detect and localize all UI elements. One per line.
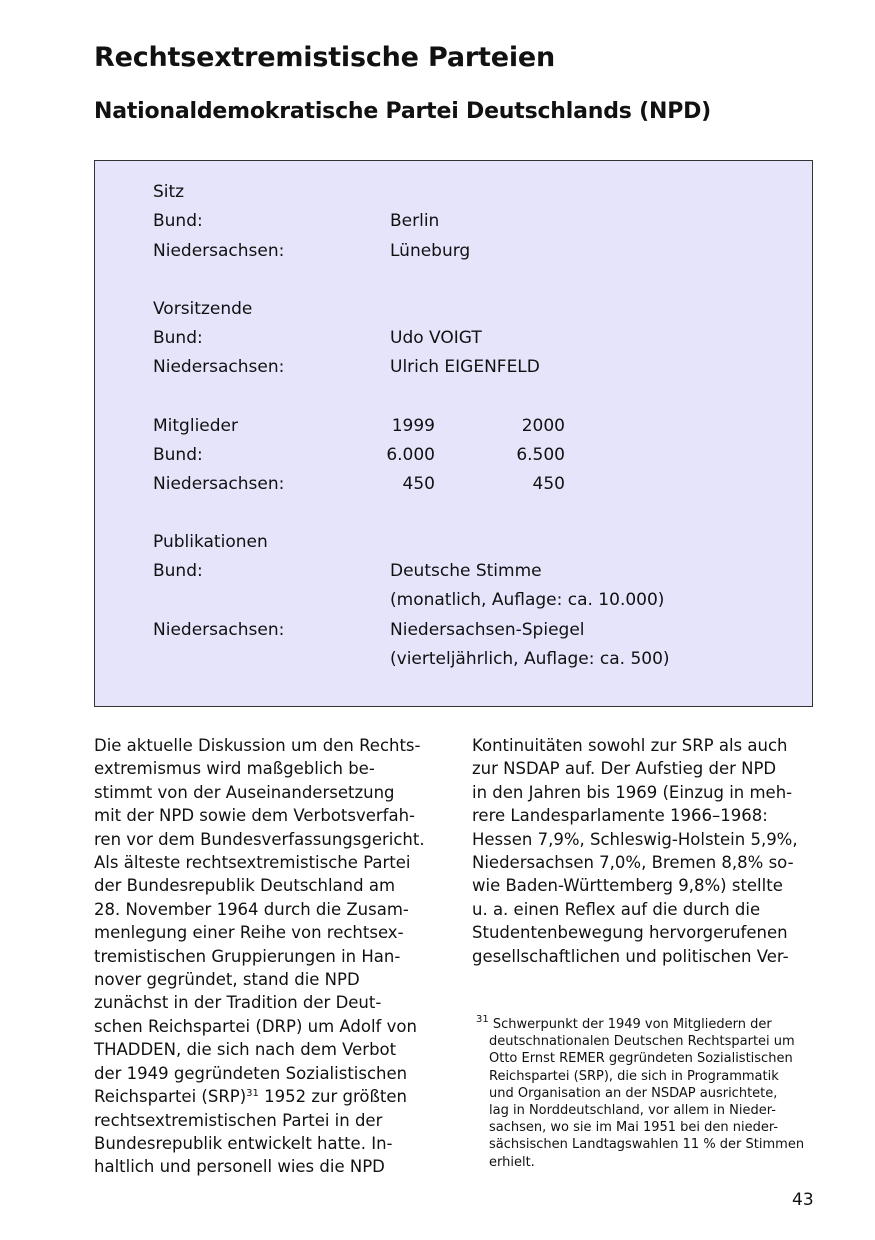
text-line: rere Landesparlamente 1966–1968: <box>472 806 768 826</box>
mitglieder-bund-label: Bund: <box>153 445 203 465</box>
text-line: mit der NPD sowie dem Verbotsverfah- <box>94 806 415 826</box>
section-title: Nationaldemokratische Partei Deutschlands (NPD) <box>94 99 712 124</box>
vorsitzende-nds-value: Ulrich EIGENFELD <box>390 357 540 377</box>
mitglieder-year-2000: 2000 <box>521 416 565 436</box>
sitz-label: Sitz <box>153 182 185 202</box>
mitglieder-year-1999: 1999 <box>391 416 435 436</box>
mitglieder-label: Mitglieder <box>153 416 238 436</box>
text-line: der Bundesrepublik Deutschland am <box>94 876 396 896</box>
text-line: gesellschaftlichen und politischen Ver- <box>472 946 789 966</box>
footnote-text: Schwerpunkt der 1949 von Mitgliedern der <box>488 1017 772 1032</box>
mitglieder-nds-label: Niedersachsen: <box>153 474 285 494</box>
text-line: u. a. einen Reflex auf die durch die <box>472 899 761 919</box>
footnote-line: sächsischen Landtagswahlen 11 % der Stimmen <box>489 1137 805 1153</box>
footnote-line: Reichspartei (SRP), die sich in Programmatik <box>489 1068 779 1084</box>
text-line: zunächst in der Tradition der Deut- <box>94 993 382 1013</box>
footnote-line: und Organisation an der NSDAP ausrichtete, <box>489 1085 778 1101</box>
footnote-line: erhielt. <box>489 1154 535 1170</box>
mitglieder-bund-1999: 6.000 <box>386 445 435 465</box>
text-line: 28. November 1964 durch die Zusam- <box>94 899 409 919</box>
text-line: Kontinuitäten sowohl zur SRP als auch <box>472 736 788 755</box>
publikationen-nds-detail: (vierteljährlich, Auflage: ca. 500) <box>390 649 670 669</box>
text-line <box>94 1085 425 1108</box>
sitz-nds-value: Lüneburg <box>390 241 471 261</box>
sitz-bund-label: Bund: <box>153 211 203 231</box>
body-right-column <box>472 734 798 968</box>
text-line: tremistischen Gruppierungen in Han- <box>94 946 401 966</box>
text-line: wie Baden-Württemberg 9,8%) stellte <box>472 876 783 896</box>
vorsitzende-nds-label: Niedersachsen: <box>153 357 285 377</box>
text-line: schen Reichspartei (DRP) um Adolf von <box>94 1016 417 1036</box>
footnote-line <box>476 1016 816 1033</box>
footnote <box>476 1016 816 1171</box>
publikationen-label: Publikationen <box>153 532 268 552</box>
footnote-marker: 31 <box>476 1014 489 1025</box>
sitz-nds-label: Niedersachsen: <box>153 241 285 261</box>
text-line: Als älteste rechtsextremistische Partei <box>94 853 411 873</box>
text-line: nover gegründet, stand die NPD <box>94 970 360 990</box>
body-left-column <box>94 734 425 1179</box>
vorsitzende-bund-label: Bund: <box>153 328 203 348</box>
text-line: Hessen 7,9%, Schleswig-Holstein 5,9%, <box>472 829 798 849</box>
mitglieder-nds-2000: 450 <box>532 474 565 494</box>
text-span: Reichspartei (SRP) <box>94 1087 247 1107</box>
text-line: Studentenbewegung hervorgerufenen <box>472 923 788 943</box>
publikationen-bund-title: Deutsche Stimme <box>390 561 542 581</box>
footnote-line: sachsen, wo sie im Mai 1951 bei den nieder- <box>489 1120 779 1136</box>
mitglieder-nds-1999: 450 <box>402 474 435 494</box>
publikationen-nds-title: Niedersachsen-Spiegel <box>390 620 585 640</box>
text-line: extremismus wird maßgeblich be- <box>94 759 375 779</box>
page-number: 43 <box>792 1190 814 1210</box>
text-line: ren vor dem Bundesverfassungsgericht. <box>94 829 425 849</box>
text-line: rechtsextremistischen Partei in der <box>94 1110 383 1130</box>
text-line: THADDEN, die sich nach dem Verbot <box>94 1040 397 1060</box>
text-line: zur NSDAP auf. Der Aufstieg der NPD <box>472 759 777 779</box>
party-info-box <box>94 160 813 707</box>
text-line: menlegung einer Reihe von rechtsex- <box>94 923 404 943</box>
footnote-line: lag in Norddeutschland, vor allem in Nieder- <box>489 1103 776 1119</box>
vorsitzende-bund-value: Udo VOIGT <box>390 328 482 348</box>
text-line: stimmt von der Auseinandersetzung <box>94 782 395 802</box>
text-line: Die aktuelle Diskussion um den Rechts- <box>94 736 421 755</box>
text-line: Niedersachsen 7,0%, Bremen 8,8% so- <box>472 853 794 873</box>
text-line: Bundesrepublik entwickelt hatte. In- <box>94 1133 393 1153</box>
sitz-bund-value: Berlin <box>390 211 440 231</box>
text-span: 1952 zur größten <box>258 1087 407 1107</box>
footnote-reference[interactable]: 31 <box>246 1088 259 1100</box>
footnote-line: deutschnationalen Deutschen Rechtspartei um <box>489 1034 795 1050</box>
text-line: haltlich und personell wies die NPD <box>94 1157 385 1177</box>
vorsitzende-label: Vorsitzende <box>153 299 253 319</box>
publikationen-bund-detail: (monatlich, Auflage: ca. 10.000) <box>390 590 665 610</box>
publikationen-bund-label: Bund: <box>153 561 203 581</box>
publikationen-nds-label: Niedersachsen: <box>153 620 285 640</box>
mitglieder-bund-2000: 6.500 <box>516 445 565 465</box>
page-title: Rechtsextremistische Parteien <box>94 42 556 73</box>
footnote-line: Otto Ernst REMER gegründeten Sozialistischen <box>489 1051 793 1067</box>
text-line: in den Jahren bis 1969 (Einzug in meh- <box>472 782 793 802</box>
text-line: der 1949 gegründeten Sozialistischen <box>94 1063 408 1083</box>
